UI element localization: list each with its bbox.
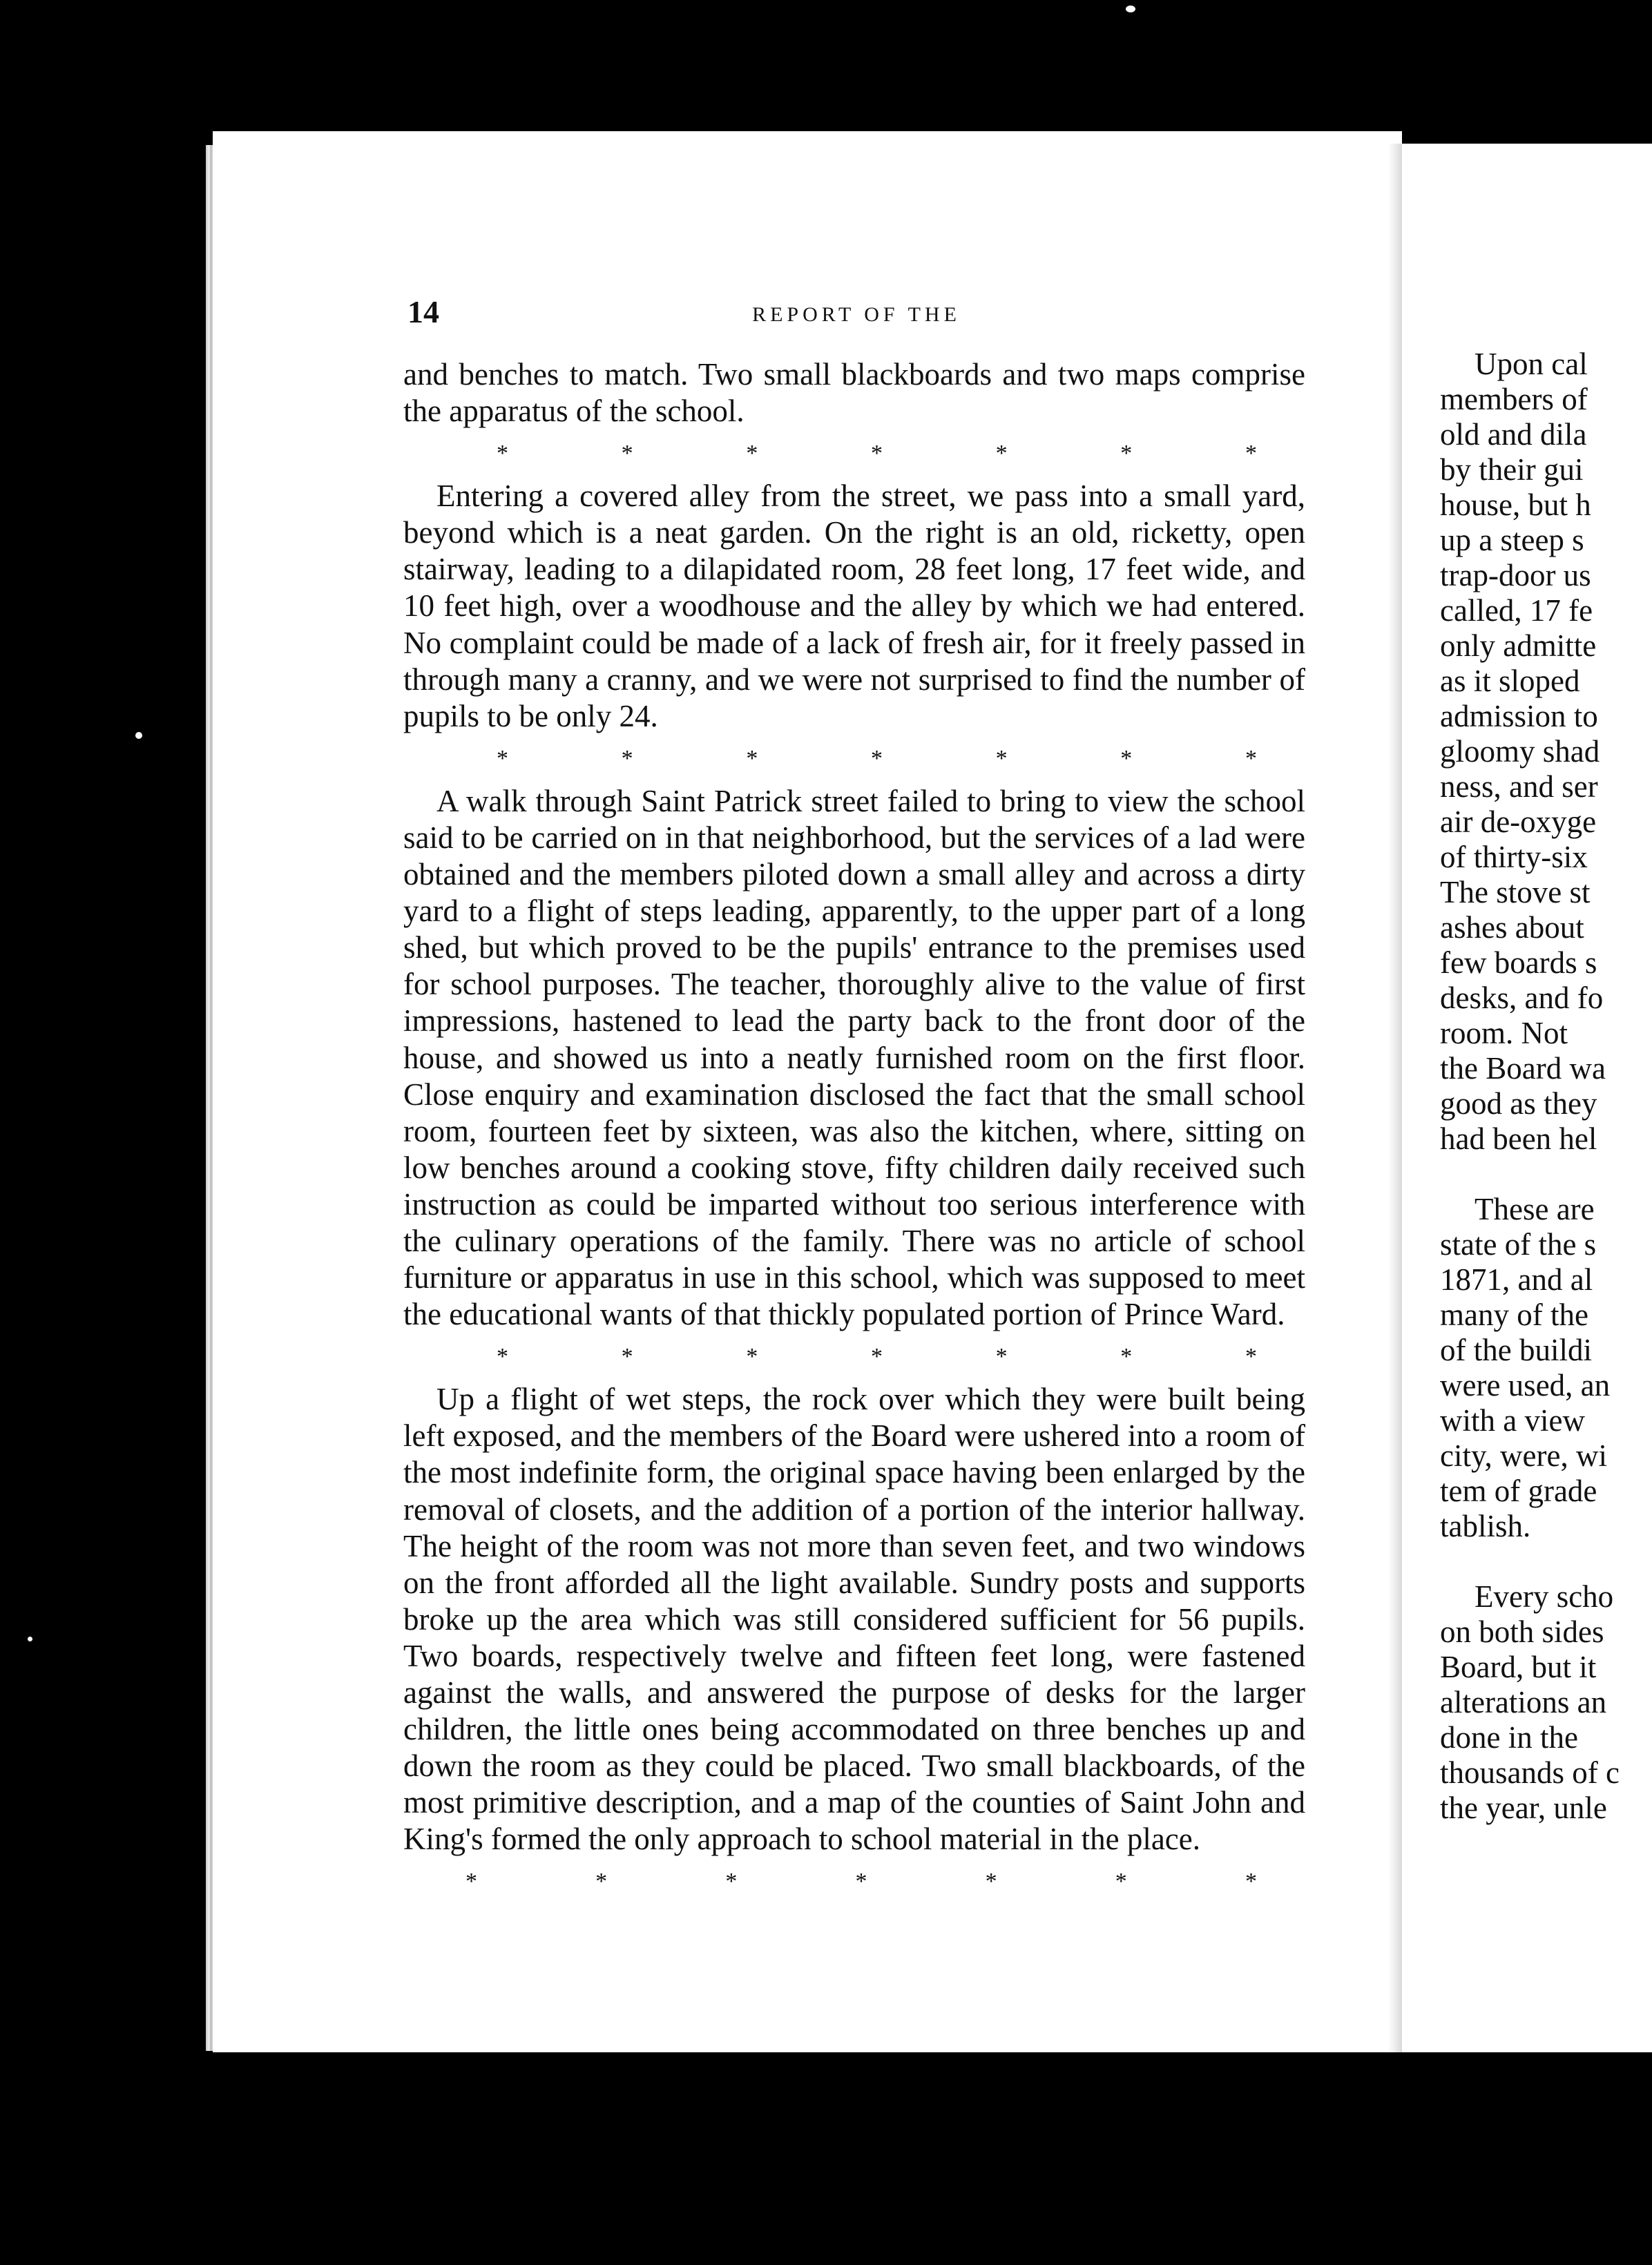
right-page-line: had been hel <box>1440 1121 1597 1156</box>
star: * <box>1245 1344 1257 1370</box>
star: * <box>497 1344 508 1370</box>
star: * <box>746 1344 758 1370</box>
star: * <box>870 441 883 467</box>
right-page-line: room. Not <box>1440 1016 1568 1050</box>
right-page-line: called, 17 fe <box>1440 593 1593 628</box>
star: * <box>1245 745 1257 771</box>
star: * <box>995 745 1008 771</box>
right-page-line: house, but h <box>1440 488 1591 522</box>
right-page-line: air de-oxyge <box>1440 804 1597 839</box>
page-header <box>407 293 1305 335</box>
star: * <box>497 745 508 771</box>
dust-speck <box>135 732 142 739</box>
right-page-line: Every scho <box>1475 1579 1614 1614</box>
star: * <box>985 1869 997 1895</box>
dust-speck <box>814 181 819 186</box>
paragraph: Entering a covered alley from the street, we pass into a small yard, beyond which is a neat garden. On the right is an old, ricketty, open stairway, leading to a dilapidated room, 28 feet long, 17 feet wide, and 10 feet high, over a woodhouse and the alley by which we had entered. No complaint could be made of a lack of fresh air, for it freely passed in through many a cranny, and we were not surprised to find the number of pupils to be only 24. <box>403 479 1305 733</box>
star: * <box>746 745 758 771</box>
right-page-line: by their gui <box>1440 452 1584 487</box>
section-divider <box>403 1858 1305 1906</box>
star: * <box>1245 1869 1257 1895</box>
star: * <box>870 1344 883 1370</box>
paragraph: Up a flight of wet steps, the rock over which they were built being left exposed, and the members of the Board were ushered into a room of the most indefinite form, the original space having been enlarged by the removal of closets, and the addition of a portion of the interior hallway. The height of the room was not more than seven feet, and two windows on the front afforded all the light available. Sundry posts and supports broke up the area which was still considered sufficient for 56 pupils. Two boards, respectively twelve and fifteen feet long, were fastened against the walls, and answered the purpose of desks for the larger children, the little ones being accommodated on three benches up and down the room as they could be placed. Two small blackboards, of the most primitive description, and a map of the counties of Saint John and King's formed the only approach to school material in the place. <box>403 1382 1305 1857</box>
right-page-line: admission to <box>1440 699 1598 733</box>
right-page-line <box>1440 1157 1652 1192</box>
star: * <box>1120 1344 1133 1370</box>
right-page-line: Upon cal <box>1475 347 1588 381</box>
right-page-line: ness, and ser <box>1440 769 1598 804</box>
star: * <box>746 441 758 467</box>
star: * <box>497 441 508 467</box>
star: * <box>621 745 633 771</box>
right-page-text <box>1440 347 1652 1826</box>
right-page-line: desks, and fo <box>1440 981 1604 1015</box>
dust-speck <box>28 1637 32 1641</box>
star: * <box>595 1869 608 1895</box>
right-page-line: members of <box>1440 382 1588 416</box>
section-divider <box>403 1333 1305 1381</box>
right-page-line: only admitte <box>1440 628 1597 663</box>
right-page-line: on both sides <box>1440 1615 1604 1649</box>
star: * <box>1115 1869 1127 1895</box>
right-page-line: alterations an <box>1440 1685 1607 1719</box>
star: * <box>855 1869 867 1895</box>
right-page-line <box>1440 1544 1652 1579</box>
right-page-line: of the buildi <box>1440 1333 1592 1367</box>
right-page-line: with a view <box>1440 1403 1585 1438</box>
paragraph: A walk through Saint Patrick street failed to bring to view the school said to be carried on in that neighborhood, but the services of a lad were obtained and the members piloted down a small alley and across a dirty yard to a flight of steps leading, apparently, to the upper part of a long shed, but which proved to be the pupils' entrance to the premises used for school purposes. The teacher, thoroughly alive to the value of first impressions, hastened to lead the party back to the front door of the house, and showed us into a neatly furnished room on the first floor. Close enquiry and examination disclosed the fact that the small school room, fourteen feet by sixteen, was also the kitchen, where, sitting on low benches around a cooking stove, fifty children daily received such instruction as could be imparted without too serious interference with the culinary operations of the family. There was no article of school furniture or apparatus in use in this school, which was supposed to meet the educational wants of that thickly populated portion of Prince Ward. <box>403 783 1305 1332</box>
right-page-line: the Board wa <box>1440 1051 1606 1086</box>
right-page-line: trap-door us <box>1440 558 1591 592</box>
star: * <box>1120 441 1133 467</box>
star: * <box>725 1869 738 1895</box>
right-page-line: state of the s <box>1440 1227 1597 1262</box>
right-page-line: Board, but it <box>1440 1650 1597 1684</box>
star: * <box>621 1344 633 1370</box>
right-page-line: tablish. <box>1440 1509 1531 1543</box>
right-page-line: 1871, and al <box>1440 1262 1593 1297</box>
right-page-line: were used, an <box>1440 1368 1611 1403</box>
right-page-line: old and dila <box>1440 417 1587 452</box>
page-number: 14 <box>407 294 439 329</box>
star: * <box>995 441 1008 467</box>
star: * <box>870 745 883 771</box>
right-page-line: ashes about <box>1440 910 1584 945</box>
running-head: REPORT OF THE <box>752 303 961 326</box>
section-divider <box>403 430 1305 478</box>
right-page-line: good as they <box>1440 1086 1597 1121</box>
right-page-line: The stove st <box>1440 875 1591 909</box>
right-page-line: of thirty-six <box>1440 840 1588 874</box>
star: * <box>1120 745 1133 771</box>
right-page-line: the year, unle <box>1440 1791 1607 1825</box>
section-divider <box>403 735 1305 783</box>
paragraph: and benches to match. Two small blackboards and two maps comprise the apparatus of the school. <box>403 357 1305 429</box>
right-page-line: done in the <box>1440 1720 1578 1755</box>
right-page-line: many of the <box>1440 1298 1588 1332</box>
right-page-line: These are <box>1475 1192 1595 1226</box>
right-page-line: tem of grade <box>1440 1474 1597 1508</box>
star: * <box>621 441 633 467</box>
star: * <box>1245 441 1257 467</box>
star: * <box>995 1344 1008 1370</box>
star: * <box>465 1869 477 1895</box>
left-page-text <box>403 356 1305 1906</box>
dust-speck <box>1126 6 1135 12</box>
right-page-line: few boards s <box>1440 945 1597 980</box>
right-page-line: as it sloped <box>1440 664 1580 698</box>
right-page-line: city, were, wi <box>1440 1438 1607 1473</box>
right-page-line: gloomy shad <box>1440 734 1600 769</box>
right-page-line: thousands of c <box>1440 1755 1620 1790</box>
right-page-line: up a steep s <box>1440 523 1584 557</box>
